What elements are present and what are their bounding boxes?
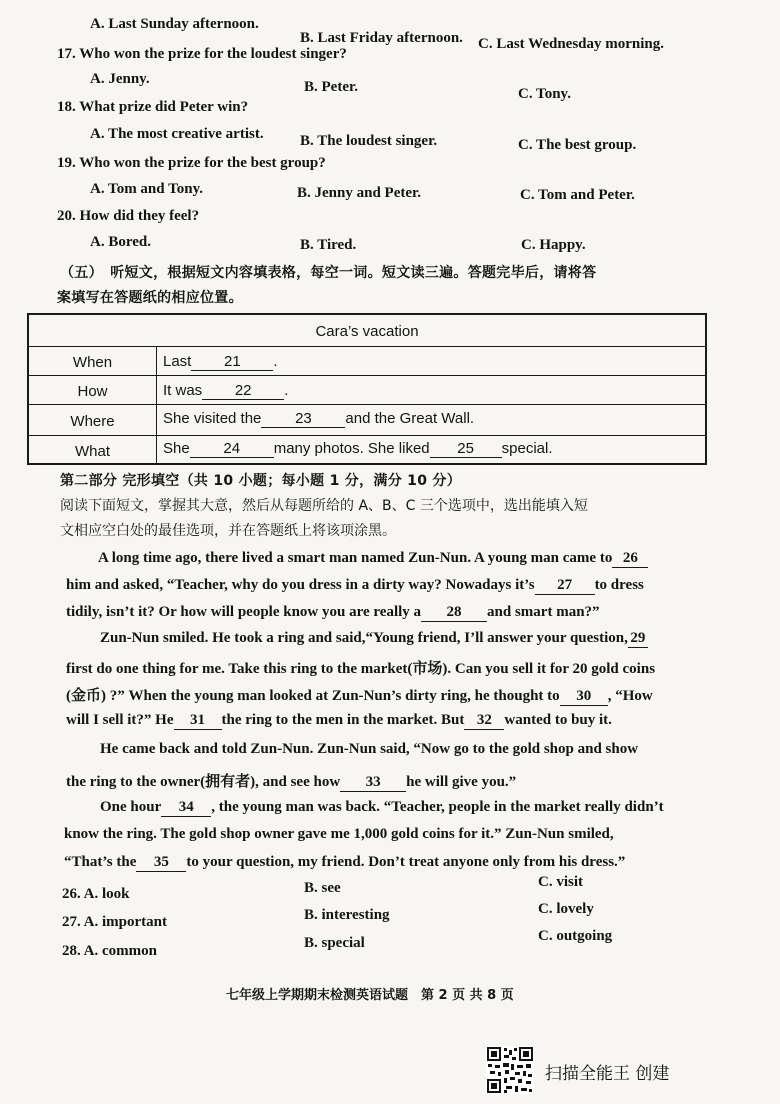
q16-option-c: C. Last Wednesday morning. — [478, 36, 665, 52]
scanner-watermark: 扫描全能王 创建 — [545, 1064, 670, 1084]
blank-26: 26 — [612, 550, 648, 568]
blank-34: 34 — [161, 799, 211, 817]
passage-text: A long time ago, there lived a smart man named Zun-Nun. A young man came to — [98, 550, 613, 566]
row-text: She — [163, 440, 190, 457]
passage-text: , the young man was back. “Teacher, people in the market really didn’t — [211, 799, 664, 815]
q27-option-c: C. lovely — [538, 901, 594, 917]
vacation-table — [27, 313, 707, 465]
blank-30: 30 — [560, 688, 608, 706]
qr-code-icon — [486, 1046, 534, 1094]
passage-line — [100, 799, 664, 817]
q19-option-b: B. Jenny and Peter. — [297, 185, 422, 201]
blank-21: 21 — [191, 353, 273, 371]
passage-line — [64, 854, 625, 872]
q28-option-b: B. special — [304, 935, 365, 951]
q19-option-c: C. Tom and Peter. — [520, 187, 635, 203]
q19-text: 19. Who won the prize for the best group? — [57, 155, 326, 171]
q20-option-c: C. Happy. — [521, 237, 586, 253]
q16-option-b: B. Last Friday afternoon. — [300, 30, 463, 46]
row-key-where: Where — [29, 405, 157, 435]
q17-option-a: A. Jenny. — [90, 71, 150, 87]
passage-line — [66, 684, 653, 706]
q27-option-a: 27. A. important — [62, 914, 167, 930]
passage-line — [66, 712, 612, 730]
passage-text: , “How — [607, 688, 653, 704]
blank-32: 32 — [464, 712, 504, 730]
blank-31: 31 — [174, 712, 222, 730]
q19-option-a: A. Tom and Tony. — [90, 181, 203, 197]
passage-line: first do one thing for me. Take this ring to the market(市场). Can you sell it for 20 gold coins — [66, 661, 656, 677]
q17-option-c: C. Tony. — [518, 86, 571, 102]
passage-line — [100, 630, 648, 648]
q28-option-a: 28. A. common — [62, 943, 157, 959]
q28-option-c: C. outgoing — [538, 928, 613, 944]
passage-text: One hour — [100, 799, 162, 815]
blank-29: 29 — [628, 630, 648, 648]
passage-text: the ring to the men in the market. But — [221, 712, 465, 728]
q20-option-b: B. Tired. — [300, 237, 357, 253]
page-footer: 七年级上学期期末检测英语试题 第 2 页 共 8 页 — [226, 988, 514, 1003]
blank-22: 22 — [202, 382, 284, 400]
table-row — [29, 347, 705, 376]
row-text: . — [284, 382, 289, 399]
passage-text: to your question, my friend. Don’t treat anyone only from his dress.” — [186, 854, 626, 870]
passage-text: and smart man?” — [487, 604, 600, 620]
row-text: Last — [163, 353, 192, 370]
row-key-how: How — [29, 376, 157, 404]
row-key-what: What — [29, 436, 157, 465]
table-row — [29, 376, 705, 405]
q20-option-a: A. Bored. — [90, 234, 151, 250]
row-text: . — [273, 353, 278, 370]
section5-instructions-line1: （五） 听短文，根据短文内容填表格，每空一词。短文读三遍。答题完毕后，请将答 — [60, 265, 597, 281]
row-value-where — [163, 410, 474, 428]
row-value-what — [163, 440, 553, 458]
section5-instructions-line2: 案填写在答题纸的相应位置。 — [57, 290, 243, 306]
q26-option-c: C. visit — [538, 874, 583, 890]
blank-28: 28 — [421, 604, 487, 622]
row-text: She visited the — [163, 410, 262, 427]
passage-text: wanted to buy it. — [504, 712, 612, 728]
row-text: and the Great Wall. — [345, 410, 475, 427]
part2-instructions-line1: 阅读下面短文，掌握其大意，然后从每题所给的 A、B、C 三个选项中，选出能填入短 — [60, 498, 588, 514]
blank-27: 27 — [535, 577, 595, 595]
passage-text: tidily, isn’t it? Or how will people know you are really a — [66, 604, 422, 620]
blank-23: 23 — [261, 410, 345, 428]
q18-option-c: C. The best group. — [518, 137, 637, 153]
row-value-how — [163, 382, 288, 400]
q16-option-a: A. Last Sunday afternoon. — [90, 16, 259, 32]
q18-text: 18. What prize did Peter win? — [57, 99, 249, 115]
passage-line — [66, 770, 516, 792]
row-text: special. — [501, 440, 553, 457]
passage-text: to dress — [594, 577, 644, 593]
row-value-when — [163, 353, 278, 371]
passage-text: him and asked, “Teacher, why do you dress in a dirty way? Nowadays it’s — [66, 577, 535, 593]
passage-line: know the ring. The gold shop owner gave me 1,000 gold coins for it.” Zun-Nun smiled, — [64, 826, 614, 842]
q20-text: 20. How did they feel? — [57, 208, 200, 224]
passage-line — [66, 604, 600, 622]
q26-option-a: 26. A. look — [62, 886, 130, 902]
passage-line: He came back and told Zun-Nun. Zun-Nun said, “Now go to the gold shop and show — [100, 741, 639, 757]
table-row — [29, 405, 705, 436]
passage-text: he will give you.” — [406, 774, 517, 790]
row-text: many photos. She liked — [273, 440, 430, 457]
q18-option-a: A. The most creative artist. — [90, 126, 264, 142]
passage-line — [98, 550, 648, 568]
blank-25: 25 — [430, 440, 502, 458]
q27-option-b: B. interesting — [304, 907, 390, 923]
blank-33: 33 — [340, 774, 406, 792]
q17-text: 17. Who won the prize for the loudest singer? — [57, 46, 347, 62]
passage-text: the ring to the owner(拥有者), and see how — [66, 774, 341, 790]
passage-text: will I sell it?” He — [66, 712, 174, 728]
table-row — [29, 436, 705, 465]
passage-text: (金币) ?” When the young man looked at Zun-Nun’s dirty ring, he thought to — [66, 688, 560, 704]
row-key-when: When — [29, 347, 157, 375]
blank-35: 35 — [136, 854, 186, 872]
q17-option-b: B. Peter. — [304, 79, 359, 95]
row-text: It was — [163, 382, 203, 399]
passage-text: Zun-Nun smiled. He took a ring and said,“Young friend, I’ll answer your question, — [100, 630, 628, 646]
part2-heading: 第二部分 完形填空（共 10 小题；每小题 1 分，满分 10 分） — [60, 473, 462, 489]
q18-option-b: B. The loudest singer. — [300, 133, 438, 149]
passage-text: “That’s the — [64, 854, 137, 870]
table-title: Cara’s vacation — [29, 315, 705, 347]
passage-line — [66, 577, 644, 595]
q26-option-b: B. see — [304, 880, 341, 896]
blank-24: 24 — [190, 440, 274, 458]
part2-instructions-line2: 文相应空白处的最佳选项，并在答题纸上将该项涂黑。 — [60, 523, 396, 539]
